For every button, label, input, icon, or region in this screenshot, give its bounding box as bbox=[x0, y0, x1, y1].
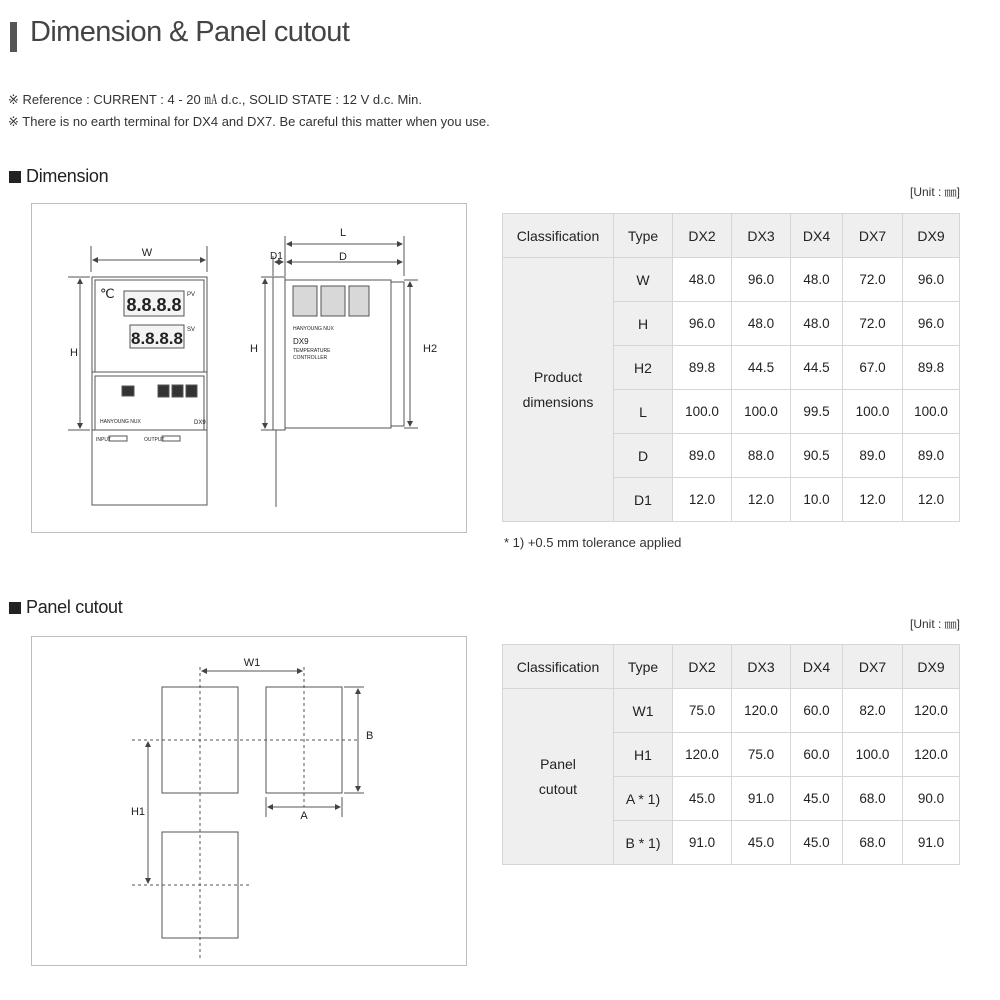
table-cell: 10.0 bbox=[791, 478, 843, 522]
table-cell: 100.0 bbox=[673, 390, 732, 434]
l-label: L bbox=[339, 227, 347, 239]
table-cell: 100.0 bbox=[843, 390, 903, 434]
d1-label: D1 bbox=[270, 251, 283, 262]
table-cell: 45.0 bbox=[732, 821, 791, 865]
header-dx4: DX4 bbox=[791, 214, 843, 258]
table-cell: 91.0 bbox=[903, 821, 960, 865]
header-type: Type bbox=[614, 645, 673, 689]
w1-label: W1 bbox=[243, 657, 261, 669]
table-cell: 89.8 bbox=[673, 346, 732, 390]
side-desc-1: TEMPERATURE bbox=[293, 348, 331, 354]
dimension-heading: Dimension bbox=[26, 166, 109, 186]
table-cell: 45.0 bbox=[791, 821, 843, 865]
table-cell: 88.0 bbox=[732, 434, 791, 478]
table-cell: 68.0 bbox=[843, 777, 903, 821]
table-cell: 75.0 bbox=[673, 689, 732, 733]
header-dx2: DX2 bbox=[673, 645, 732, 689]
row-group-line-1: Product bbox=[533, 368, 583, 385]
table-cell: 44.5 bbox=[791, 346, 843, 390]
header-classification: Classification bbox=[503, 645, 614, 689]
front-model: DX9 bbox=[194, 420, 206, 426]
table-cell: 96.0 bbox=[673, 302, 732, 346]
table-cell: 89.0 bbox=[903, 434, 960, 478]
table-cell: 44.5 bbox=[732, 346, 791, 390]
table-cell: 120.0 bbox=[673, 733, 732, 777]
row-group-line-2: cutout bbox=[538, 780, 578, 797]
table-cell: 96.0 bbox=[903, 302, 960, 346]
row-type: A * 1) bbox=[614, 777, 673, 821]
table-cell: 68.0 bbox=[843, 821, 903, 865]
pv-display: 8.8.8.8 bbox=[126, 295, 182, 315]
table-cell: 67.0 bbox=[843, 346, 903, 390]
row-type: D bbox=[614, 434, 673, 478]
panel-cutout-drawing bbox=[31, 636, 467, 966]
side-model: DX9 bbox=[293, 337, 309, 346]
dimension-table bbox=[502, 213, 960, 522]
table-cell: 72.0 bbox=[843, 258, 903, 302]
row-type: H bbox=[614, 302, 673, 346]
front-view bbox=[68, 246, 207, 505]
table-cell: 72.0 bbox=[843, 302, 903, 346]
row-type: W bbox=[614, 258, 673, 302]
table-cell: 100.0 bbox=[732, 390, 791, 434]
table-cell: 89.0 bbox=[843, 434, 903, 478]
table-cell: 75.0 bbox=[732, 733, 791, 777]
header-dx9: DX9 bbox=[903, 214, 960, 258]
header-dx7: DX7 bbox=[843, 645, 903, 689]
front-brand: HANYOUNG NUX bbox=[100, 419, 141, 425]
row-type: B * 1) bbox=[614, 821, 673, 865]
table-cell: 100.0 bbox=[903, 390, 960, 434]
table-cell: 82.0 bbox=[843, 689, 903, 733]
table-cell: 12.0 bbox=[732, 478, 791, 522]
table-cell: 89.0 bbox=[673, 434, 732, 478]
dimension-drawing-svg bbox=[32, 204, 466, 532]
table-cell: 90.5 bbox=[791, 434, 843, 478]
header-dx9: DX9 bbox=[903, 645, 960, 689]
table-cell: 99.5 bbox=[791, 390, 843, 434]
header-dx3: DX3 bbox=[732, 214, 791, 258]
side-h-label: H bbox=[250, 343, 258, 355]
header-dx2: DX2 bbox=[673, 214, 732, 258]
header-type: Type bbox=[614, 214, 673, 258]
dimension-unit: [Unit : ㎜] bbox=[909, 185, 960, 199]
page-title: Dimension & Panel cutout bbox=[30, 16, 350, 48]
row-type: L bbox=[614, 390, 673, 434]
section-bullet-icon bbox=[9, 602, 21, 614]
header-dx7: DX7 bbox=[843, 214, 903, 258]
table-cell: 12.0 bbox=[673, 478, 732, 522]
table-cell: 48.0 bbox=[791, 302, 843, 346]
table-cell: 48.0 bbox=[673, 258, 732, 302]
degree-sign: ℃ bbox=[100, 286, 115, 301]
row-type: W1 bbox=[614, 689, 673, 733]
panel-cutout-table bbox=[502, 644, 960, 865]
table-cell: 60.0 bbox=[791, 733, 843, 777]
front-h-label: H bbox=[70, 347, 78, 359]
row-type: H1 bbox=[614, 733, 673, 777]
panel-cutout-unit: [Unit : ㎜] bbox=[909, 617, 960, 631]
row-type: H2 bbox=[614, 346, 673, 390]
dimension-drawing bbox=[31, 203, 467, 533]
header-classification: Classification bbox=[503, 214, 614, 258]
table-cell: 48.0 bbox=[732, 302, 791, 346]
sv-label: SV bbox=[187, 327, 196, 333]
header-dx4: DX4 bbox=[791, 645, 843, 689]
table-cell: 120.0 bbox=[732, 689, 791, 733]
panel-cutout-heading: Panel cutout bbox=[26, 597, 123, 617]
row-group-product-dimensions bbox=[503, 258, 614, 522]
output-label: OUTPUT bbox=[144, 437, 165, 443]
side-desc-2: CONTROLLER bbox=[293, 355, 328, 361]
table-cell: 48.0 bbox=[791, 258, 843, 302]
table-cell: 96.0 bbox=[903, 258, 960, 302]
row-group-line-2: dimensions bbox=[522, 393, 594, 410]
row-group-panel-cutout bbox=[503, 689, 614, 865]
section-bullet-icon bbox=[9, 171, 21, 183]
pv-label: PV bbox=[187, 292, 196, 298]
header-dx3: DX3 bbox=[732, 645, 791, 689]
table-cell: 89.8 bbox=[903, 346, 960, 390]
table-cell: 91.0 bbox=[673, 821, 732, 865]
table-cell: 45.0 bbox=[791, 777, 843, 821]
sv-display: 8.8.8.8 bbox=[131, 329, 183, 348]
d-label: D bbox=[339, 251, 347, 263]
table-cell: 91.0 bbox=[732, 777, 791, 821]
panel-cutout-table-header bbox=[503, 645, 960, 689]
h2-label: H2 bbox=[423, 343, 438, 355]
table-cell: 45.0 bbox=[673, 777, 732, 821]
h1-label: H1 bbox=[130, 806, 146, 818]
table-cell: 120.0 bbox=[903, 689, 960, 733]
input-label: INPUT bbox=[96, 437, 111, 443]
table-cell: 96.0 bbox=[732, 258, 791, 302]
cutout-shapes bbox=[132, 667, 364, 959]
tolerance-footnote: * 1) +0.5 mm tolerance applied bbox=[504, 535, 682, 550]
panel-cutout-drawing-svg bbox=[32, 637, 466, 965]
table-cell: 12.0 bbox=[903, 478, 960, 522]
w-label: W bbox=[141, 247, 153, 259]
dimension-table-header bbox=[503, 214, 960, 258]
title-accent-bar bbox=[10, 22, 17, 52]
side-view bbox=[261, 236, 418, 507]
row-group-line-1: Panel bbox=[540, 755, 576, 772]
table-row bbox=[503, 689, 960, 733]
table-cell: 100.0 bbox=[843, 733, 903, 777]
table-cell: 120.0 bbox=[903, 733, 960, 777]
row-type: D1 bbox=[614, 478, 673, 522]
b-label: B bbox=[366, 730, 374, 742]
table-row bbox=[503, 258, 960, 302]
table-cell: 12.0 bbox=[843, 478, 903, 522]
earth-terminal-note: ※ There is no earth terminal for DX4 and DX7. Be careful this matter when you use. bbox=[8, 114, 490, 129]
table-cell: 60.0 bbox=[791, 689, 843, 733]
side-brand: HANYOUNG NUX bbox=[293, 326, 334, 332]
table-cell: 90.0 bbox=[903, 777, 960, 821]
reference-note: ※ Reference : CURRENT : 4 - 20 ㎃ d.c., SOLID STATE : 12 V d.c. Min. bbox=[8, 92, 423, 107]
a-label: A bbox=[300, 810, 308, 822]
